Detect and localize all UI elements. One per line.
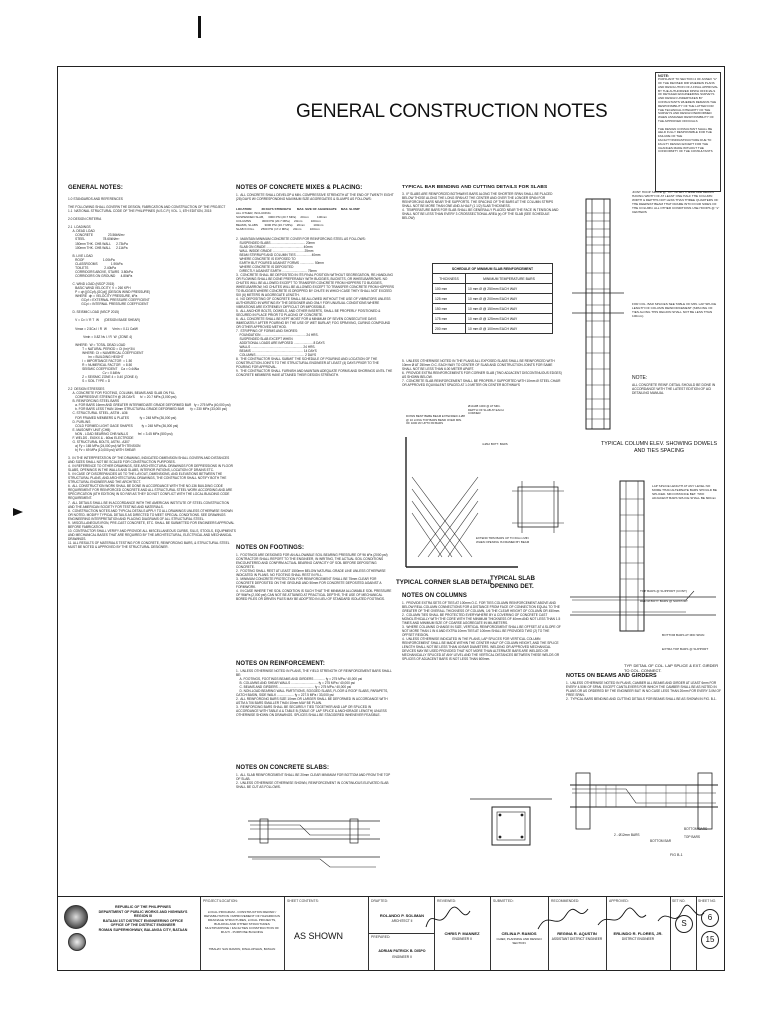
top-note-text: PURSUANT TO SECTION 4 OF ANNEX "A" OF THE REVISED IRR WHEREIN PLANS AND RESOLUTION OF A FINAL APPROVAL BY THE AUTHORIZED DPWH OFFICIALS OF DETAILED ENGINEERING SURVEYS AND DESIGN UNDERTAKEN BY CONSULTANTS WHEREIN REMAINS THE RESPONSIBILITY OF THE LATTER FOR THE TECHNICAL INTEGRITY OF THE SURVEYS AND DESIGN PERFORMED WHEN ASSIGNED RESPONSIBILITY OF THE APPROVED OFFICIALS THE DESIGN CONSULTANT SHALL BE HELD FULLY RESPONSIBLE FOR THE FAILURE OF THE FACILITY/INFRASTRUCTURE DUE TO FAULTY DESIGN EXCEPT FOR THE CHANGES MADE WITHOUT THE CONFORMITY OF THE CONSULTANTS	[658, 77, 718, 154]
general-notes-body: 1.0 STANDARDS AND REFERENCES THE FOLLOWING SHALL GOVERN THE DESIGN, FABRICATION AND CONSTRUCTION OF THE PROJECT 1.1 NATIONAL STRUCTURAL CODE OF THE PHILIPPINES (N.S.C.P.) VOL. 1, 6TH EDITION, 2015 2.0 DESIGN CRITERIA 2.1 LOADINGS A. DEAD LOAD CONCRETE 23.56kN/m³ STEEL 78.60kN/m³ 150mm THK. CHB WALL 2.73kPa 100mm THK. CHB WALL 2.11kPa B. LIVE LOAD ROOF 1.00kPa CLASSROOMS 1.90kPa TOILETS 2.40kPa CORRIDORS ABOVE, STAIRS 3.80kPa CORRIDORS ON GROUND 4.80kPa C. WIND LOAD (NSCP 2015) BASIC WIND VELOCITY, V = 260 KPH P = qh [(GCpf)-(GCpi)] (DESIGN WIND PRESSURE) WHERE qh = VELOCITY PRESSURE, kPa GCpf = EXTERNAL PRESSURE COEFFICIENT GCpi = INTERNAL PRESSURE COEFFICIENT D. SEISMIC LOAD (NSCP 2015) V = Cv I / R T W (DESIGN BASE SHEAR) Vmax = 2.5Ca I / R W Vmin = 0.11 CaIW Vmin = 0.8Z Nv I / R W (ZONE 4) WHERE: W = TOTAL DEAD LOAD T = NATURAL PERIOD = Ct (hn)^3/4 WHERE: Ct = NUMERICAL COEFFICIENT hn = BUILDING HEIGHT I = IMPORTANCE FACTOR = 1.50 R = NUMERICAL FACTOR = 8.50 SEISMIC COEFFICIENT Ca = 0.44Na Cv = 0.64Nv Z = SEISMIC ZONE 4 = 0.40 (ZONE 4) S = SOIL TYPE = D 2.2 DESIGN STRESSES A. CONCRETE FOR FOOTING, COLUMN, BEAMS AND SLAB ON FILL COMPRESSIVE STRENGTH @ 28 DAYS fc' = 20.7 MPa (3,000 psi) B. REINFORCING STEEL BARS a. FOR BARS 16mm AND GREATER INTERMEDIATE GRADE DEFORMED BAR fy = 275 MPa (40,000 psi) b. FOR BARS LESS THAN 16mm STRUCTURAL GRADE DEFORMED BAR fy = 230 MPa (33,000 psi) C. STRUCTURAL STEEL, ASTM - A36 FOR FRAMED MEMBERS & PLATES fy = 248 MPa (36,000 psi) D. PURLINS COLD FORMED LIGHT GAGE SHAPES fy = 248 MPa (36,000 psi) E. MASONRY UNIT (CHB) NON - LOAD BEARING CHB WALLS fm' = 3.45 MPa (500 psi) F. WELDS - E60XX & - 60ksi ELECTRODE G. STRUCTURAL BOLTS, ASTM - A307 a) Fy = 165 MPa (24,000 psi) WITH TENSION b) Fv = 69 MPa (10,000 psi) WITH SHEAR 3. IN THE INTERPRETATION OF THE DRAWING, INDICATED DIMENSION SHALL GOVERN AND DISTANCES AND SIZES SHALL NOT BE SCALED FOR CONSTRUCTION PURPOSES. 4. IN REFERENCE TO OTHER DRAWINGS, SEE ARCHITECTURAL DRAWINGS FOR DEPRESSIONS IN FLOOR SLABS, OPENINGS IN THE WALLS AND SLABS, INTERIOR PATIONS, LOCATION OF DRAINS ETC. 5. IN CASE OF DISCREPANCIES AS TO THE LAYOUT, DIMENSIONS, AND ELEVATIONS BETWEEN THE STRUCTURAL PLANS, AND ARCHITECTURAL DRAWINGS, THE CONTRACTOR SHALL NOTIFY BOTH THE STRUCTURAL ENGINEER AND THE ARCHITECT. 6. ALL CONSTRUCTION WORK SHALL BE DONE IN ACCORDANCE WITH THE NO.136 BUILDING CODE REQUIREMENT FOR REINFORCED CONCRETE AND ALL STRUCTURAL STEEL WORK ACCORDING AND ARE SPECIFICATION (6TH EDITION) IN SO FAR AS THEY DO NOT CONFLICT WITH THE LOCAL BUILDING CODE REQUIREMENT. 7. ALL DETAILS SHALL BE IN ACCORDANCE WITH THE AMERICAN INSTITUTE OF STEEL CONSTRUCTION AND THE AMERICAN SOCIETY FOR TESTING AND MATERIALS. 8. CONSTRUCTION NOTES AND TYPICAL DETAILS APPLY TO ALL DRAWINGS UNLESS OTHERWISE SHOWN OR NOTED. MODIFY TYPICAL DETAILS AS DIRECTED TO MEET SPECIAL CONDITIONS. SEE DRAWINGS ENGINEERING INTERPRETATION AND PLACING DIAGRAMS OF ALL STRUCTURAL STEEL. 9. MISCELLANEOUS IRON, PRE-CAST CONCRETE, ETC. SHALL BE SUBMITTED FOR ENGINEERS APPROVAL BEFORE FABRICATION. 10. CONTRACTOR SHALL VERIFY AND PROVIDE ALL MISCELLANEOUS CURBS, SILLS, STOOLS, EQUIPMENTS AND MECHANICAL BASES THAT ARE REQUIRED BY THE ARCHITECTURAL, ELECTRICAL AND MECHANICAL DRAWINGS. 11. ALL RESULTS OF MATERIALS TESTING FOR CONCRETE, REINFORCING BARS, & STRUCTURAL STEEL MUST BE NOTED & APPROVED BY THE STRUCTURAL DESIGNER.	[68, 197, 236, 550]
sheet-number: 6	[701, 909, 719, 927]
general-notes-heading: GENERAL NOTES:	[68, 185, 123, 191]
submitter-role: CHIEF, PLANNING AND DESIGN SECTION	[496, 937, 542, 945]
schedule-header-thickness: THICKNESS	[433, 274, 466, 284]
schedule-cell: 10 mm Ø @ 250mm EACH WAY	[466, 284, 553, 294]
slab-notes-heading: NOTES ON CONCRETE SLABS:	[236, 765, 330, 771]
project-location: TIBAHAY SAN RAMON, DINALUPIHAN, BATAAN	[208, 947, 276, 951]
reviewer-name: CHRIS P. MANNEZ	[444, 931, 480, 936]
column-elevation-diagram	[568, 193, 632, 443]
beam-label-2-bars: 2 - Ø12mm BARS	[614, 833, 640, 837]
opening-label: TYPICAL SLAB OPENING DET.	[490, 575, 535, 590]
prepared-label: PREPARED:	[371, 935, 391, 939]
concrete-notes-heading: NOTES OF CONCRETE MIXES & PLACING:	[236, 185, 363, 191]
table-row	[433, 294, 553, 304]
red-bars-label: RED Ø BOTT BARS @ SUPPORT	[640, 599, 688, 603]
reinforcement-notes-body: 1. UNLESS OTHERWISE NOTED IN PLANS, THE YIELD STRENGTH OF REINFORCEMENT BARS SHALL BE: A. FOOTINGS, FOOTINGS BEAMS AND GIRDERS ............ fy = 275 MPa / 40,000 psi B. COLUMNS AND SHEAR WALLS .............................. fy = 275 MPa / 40,000 psi C. BEAMS AND GIRDERS ........................................ fy = 275 MPa / 40,000 psi D. NON-LOAD BEARING WALL PARTITIONS, SOGGED SLABS, FLOOR & ROOF SLABS, PARAPETS, CATCH BASIN, SIDE WALK ................... fy = 227.5 MPa / 33,000 psi 2. ALL REINFORCING BARS SIZE 10mm OR LARGER SHALL BE DEFORMED IN ACCORDANCE WITH ASTM A 706 BARS SMALLER THAN 10mm MAY BE PLAIN. 3. REINFORCING BARS SHALL BE SECURELY TIED TOGETHER AND LAP OR SPLICED IN ACCORDANCE WITH TABLE A & TABLE B (TABLE OF LAP SPLICE & ANCHORAGE LENGTH) UNLESS OTHERWISE SHOWN ON DRAWINGS. SPLICES SHALL BE STAGGERED WHENEVER FEASIBLE.	[236, 669, 392, 717]
schedule-cell: 175 mm	[433, 314, 466, 324]
schedule-cell: 100 mm	[433, 284, 466, 294]
agency-name: REPUBLIC OF THE PHILIPPINES DEPARTMENT OF PUBLIC WORKS AND HIGHWAYS REGION III BATAAN 1ST DISTRICT ENGINEERING OFFICE OFFICE OF THE DISTRICT ENGINEER ROMAN SUPERHIGHWAY, BALANGA CITY, BATAAN	[98, 905, 188, 932]
drafted-label: DRAFTED:	[371, 899, 388, 903]
sheet-total: 15	[701, 931, 719, 949]
slab-bending-notes-2	[402, 359, 562, 387]
table-row	[433, 314, 553, 324]
punch-mark	[198, 16, 201, 38]
project-label: PROJECT/LOCATION:	[203, 899, 238, 903]
preparer-role: ENGINEER II	[392, 955, 412, 959]
beam-notes	[566, 673, 722, 701]
schedule-cell: 200 mm	[433, 324, 466, 334]
cutoff-note: DOWN BENT BEBE BEAM EXTENDED 4-Ø8 @ 10 LONG TOP BARS BEND OVER MIN. OF 1000 W/ UPTO 80 BARS	[406, 414, 466, 425]
schedule-cell: 10 mm Ø @ 150mm EACH WAY	[466, 304, 553, 314]
opening-bars-note: 4-Ø12 BOTT. BARS	[482, 442, 508, 446]
beam-label-top-bars: TOP BARS	[684, 835, 701, 839]
column-notes-body: 1. PROVIDE EXTRA SETS OF TIES AT 100mm O.C. FOR TIES COLUMN REINFORCEMENT ABOVE AND BELOW REAL COLUMN CONNECTIONS FOR A DISTANCE FROM FACE OF CONNECTION EQUAL TO THE GREATER OF THE OVERALL THICKNESS OF COLUMN, 1/6 THE CLEAR HEIGHT OF COLUMN OR 450mm. 2. COLUMN TIES SHALL BE PROTECTED EVERYWHERE BY A COVERING OF CONCRETE CAST MONOLITHICALLY WITH THE CORE WITH THE MINIMUM THICKNESS OF 40mm AND NOT LESS THAN 1.5 TIMES AND MINIMUM SIZE OF COARSE AGGREGATE IN MILIMETERS. 3. WHERE COLUMNS CHANGE IN SIZE, VERTICAL REINFORCEMENT SHALL BE OFFSET AT A SLOPE OF NOT MORE THAN 1 IN 6 AND EXTRA 10mm TIES AT 100mm SHALL BE PROVIDED TWO (2) TO THE OFFSET REGION. 4. UNLESS OTHERWISE INDICATED IN THE PLANS, LAP SPLICES FOR VERTICAL COLUMN REINFORCEMENT SHALL BE MADE WITHIN THE CENTER HALF OF COLUMN HEIGHT, AND THE SPLICE LENGTH SHALL NOT BE LESS THAN 40 BAR DIAMETERS. WELDING OR APPROVED MECHANICAL DEVICES MAY BE USED PROVIDED THAT NOT MORE THAN ALTERNATE BARS ARE WELDED OR MECHANICALLY SPLICED AT ANY LEVEL AND THE VERTICAL DISTANCES BETWEEN THESE WELDS OR SPLICES OF ADJACENT BARS IS NOT LESS THAN 600mm.	[402, 601, 561, 661]
reviewed-label: REVIEWED:	[437, 899, 457, 903]
slab-bending-body-2: 5. UNLESS OTHERWISE NOTED IN THE PLANS ALL EXPOSED SLABS SHALL BE REINFORCED WITH 10mm Ø AT 250mm O.C. EACH WAY TO CENTER OF SLAB AND CONSTRUCTION JOINTS FOR SAME SHALL NOT BE LESS THAN 6.00 METER APART. 6. PROVIDE EXTRA REINFORCEMENTS FOR CORNER SLAB (TWO ADJACENT DISCONTINUOUS EDGES) AS SHOWN BELOW. 7. CONCRETE SLAB REINFORCEMENT SHALL BE PROPERLY SUPPORTED WITH 10mm Ø STEEL CHAIR OR APPROVED EQUIVALENT SPACED AT 1.0 METER ON CENTER BOTHWAYS	[402, 359, 562, 387]
table-row	[433, 304, 553, 314]
title-block	[58, 896, 723, 970]
approved-label: APPROVED:	[609, 899, 629, 903]
set-no-label: SET NO.	[672, 899, 686, 903]
set-letter: S	[675, 915, 693, 933]
general-notes	[68, 185, 236, 549]
schedule-title: SCHEDULE OF MINIMUM SLAB REINFORCEMENT	[433, 264, 553, 274]
extra-top-label: EXTRA TOP BARS @ SUPPORT	[662, 647, 709, 651]
reviewer-role: ENGINEER II	[452, 937, 472, 941]
schedule-cell: 10 mm Ø @ 125mm EACH WAY	[466, 314, 553, 324]
region-seal-icon	[68, 933, 86, 951]
drawing-sheet	[57, 66, 725, 971]
top-note-box	[655, 72, 721, 192]
lap-splice-diagram	[568, 479, 718, 639]
submitter-name: CELINA P. RAMOS	[501, 931, 537, 936]
beam-notes-heading: NOTES ON BEAMS AND GIRDERS	[566, 673, 657, 679]
project-name: LOCAL PROGRAM - CONSTRUCTION REPAIR / REHABILITATION / IMPROVEMENT OF HAZARDOUS DRAINAGE STRUCTURES, LOCAL PROJECTS, BUILDING AND OTHER STRUCTURES MULTIPURPOSE / FACILITIES CONSTRUCTION OF MULTI - PURPOSE BUILDING	[204, 910, 281, 934]
corner-slab-label: TYPICAL CORNER SLAB DETAIL	[396, 579, 494, 586]
beam-label-bottom-bar: BOTTOM BAR	[650, 839, 672, 843]
signatures	[418, 901, 718, 935]
reinforcement-notes-heading: NOTES ON REINFORCEMENT:	[236, 661, 325, 667]
submitted-label: SUBMITTED:	[493, 899, 514, 903]
top-bars-cont-label: TOP BARS @ SUPPORT (CONT)	[640, 589, 687, 593]
column-elevation-caption: TYPICAL COLUMN ELEV. SHOWING DOWELS AND TIES SPACING	[600, 441, 718, 454]
page-arrow-icon	[13, 508, 23, 516]
recommended-label: RECOMMENDED:	[551, 899, 580, 903]
schedule-cell: 150 mm	[433, 304, 466, 314]
approver-role: DISTRICT ENGINEER	[621, 937, 655, 941]
column-hoop-note: JOINT HOOP SPACE @ "CH" WHEN THERE ARE BEAMS HAVING WIDTH OF AT LEAST ONE HALF THE COLUMN WIDTH & DEPTHS NOT LESS THAN THREE QUARTERS OF THE DEEPEST BEAM THAT FRAME INTO FOUR SIDES OF THE COLUMN. ALL OTHER CONDITIONS USE HOOPS @ "s" CENTERS	[632, 190, 721, 214]
reinforcement-notes	[236, 661, 394, 717]
concrete-notes-body: 2. MAINTAIN MINIMUM CONCRETE COVER FOR REINFORCING STEEL AS FOLLOWS: SUSPENDED SLABS ...................................... 20mm SLAB ON GRADE ......................................... 40mm WALL INSIDE GRADE ................................... 25mm BEAM STIRRUPS AND COLUMN TIES ................ 40mm WHERE CONCRETE IS EXPOSED TO EARTH BUT POURED AGAINST FORMS ................ 50mm WHERE CONCRETE IS DEPOSITED DIRECTLY AGAINST EARTH ............................ 75mm 3. CONCRETE SHALL BE DEPOSITED IN ITS FINAL POSITION WITHOUT SEGREGATION, RE-HANDLING OR FLOWING SHALL BE DONE PREFERABLY WITH BUGGIES, BUCKETS, OR WHEELBARROWS. NO CHUTES WILL BE ALLOWED EXCEPT TO TRANSFER CONCRETE FROM HOPPERS TO BUGGIES, WHEELBARROW, NO CHUTES WILL BE ALLOWED EXCEPT TO TRANSFER CONCRETE FROM HOPPERS TO BUGGIES WHERE CONCRETE IS DROPPED BY CHUTE IN WHICH CASE THEY SHALL NOT EXCEED SIX (6) METERS IN AGGREGATE LENGTH. 4. NO DEPOSITING OF CONCRETE SHALL BE ALLOWED WITHOUT THE USE OF VIBRATORS UNLESS AUTHORIZED IN WRITING BY THE DESIGNER AND ONLY FOR UNUSUAL CONDITIONS WHERE VIBRATIONS ARE EXTREMELY DIFFICULT OR IMPOSSIBLE. 5. ALL ANCHOR BOLTS, DOWELS, AND OTHER INSERTS, SHALL BE PROPERLY POSITIONED & SECURED IN PLACE PRIOR TO PLACING OF CONCRETE. 6. ALL CONCRETE SHALL BE KEPT MOIST FOR A MINIMUM OF SEVEN CONSECUTIVE DAYS IMMEDIATELY AFTER POURING BY THE USE OF WET BURLAP, FOG SPRAYING, CURING COMPOUND OR OTHER APPROVED METHOD. 7. STRIPPING OF FORMS AND SHORES: FOUNDATION .................................................. 24 HRS. SUSPENDED SLAB EXCEPT WHEN ADDITIONAL LOADS ARE IMPOSED ..................... 8 DAYS WALLS .......................................................... 24 HRS. BEAMS .......................................................... 14 DAYS COLUMNS ...................................................... 2 DAYS 8. THE CONTRACTOR SHALL SUBMIT THE SCHEDULE OF POURING AND LOCATION OF THE CONSTRUCTION JOINTS TO THE STRUCTURAL ENGINEER AT LEAST (4) DAYS PRIOR TO THE POURING FOR APPROVAL. 9. THE CONTRACTOR SHALL FURNISH AND MAINTAIN ADEQUATE FORMS AND SHORINGS UNTIL THE CONCRETE MEMBERS HAVE ATTAINED THEIR DESIGN STRENGTH.	[236, 237, 394, 377]
page-title: GENERAL CONSTRUCTION NOTES	[296, 101, 608, 122]
approver-name: ERLINDO R. FLORES, JR.	[613, 931, 663, 936]
corner-note: Ø10-Ø8 1000 @ AT MID-DEPTH OF SLAB AT EACH CORNER	[468, 404, 505, 415]
slab-schedule	[432, 263, 553, 334]
column-note-label: NOTE:	[632, 375, 648, 381]
lap-splice-note: LAP SPLICE LENGTH AT ANY LEVEL NO MORE THAN ALTERNATE BARS SHOULD BE SPLICED. MIN DISTANCE BET. TWO ADJACENT BARS SPLICE SHALL BE 600mm	[652, 484, 718, 500]
footing-notes	[236, 545, 394, 601]
trim-note: EXTEND TRIM BARS UP TO 60mm MIN WHEN OPENING IS FRAMED BY BEAM	[476, 536, 530, 544]
column-notes-heading: NOTES ON COLUMNS	[402, 593, 467, 599]
slab-notes	[236, 765, 394, 789]
beam-bar-diagram	[566, 767, 722, 877]
typ-detail-caption: TYP. DETAIL OF COL. LAP SPLICE & EXT. GIRDER TO COL. CONNECT.	[624, 663, 719, 673]
column-section-diagram	[466, 779, 556, 859]
drafter-role: ARCHITECT II	[391, 919, 413, 923]
preparer-name: ADRIAN PATRICK B. DISPO	[378, 949, 426, 953]
slab-bending-notes	[402, 185, 562, 220]
scale-text: AS SHOWN	[294, 931, 344, 941]
slab-bending-heading: TYPICAL BAR BENDING AND CUTTING DETAILS FOR SLABS	[402, 185, 548, 190]
footing-notes-body: 1. FOOTINGS ARE DESIGNED FOR AN ALLOWABLE SOIL BEARING PRESSURE OF 96 kPa (2000 psf) CONTRACTOR SHALL REPORT TO THE ENGINEER, IN WRITING, THE ACTUAL SOIL CONDITIONS ENCOUNTERED AND CONFIRM ACTUAL BEARING CAPACITY OF SOIL BEFORE DEPOSITING CONCRETE. 2. FOOTING SHALL REST AT LEAST 1500mm BELOW NATURAL GRADE LINE UNLESS OTHERWISE INDICATED IN PLANS. NO FOOTING SHALL REST IN FILL. 3. MINIMUM CONCRETE PROTECTION FOR REINFORCEMENT SHALL BE 75mm CLEAR FOR CONCRETE DEPOSITED ON THE GROUND AND 50mm FOR CONCRETE DEPOSITED AGAINST A FORMWORK. 4. IN CASE WHERE THE SOIL CONDITION IS SUCH THAT THE MINIMUM ALLOWABLE SOIL PRESSURE OF 96kPa (2,000 psf) CAN NOT BE ATTAINED AT PRACTICAL DEPTHS, THE USE OF MECHANICAL BORED PILES OR DRIVEN PILES MAY BE ADOPTED IN LIEU OF STANDARD ISOLATED FOOTINGS.	[236, 553, 392, 601]
schedule-cell: 10 mm Ø @ 200mm EACH WAY	[466, 294, 553, 304]
column-aci-note: ALL CONCRETE REINF. DETAIL SHOULD BE DONE IN ACCORDANCE WITH THE LATEST EDITION OF ACI DETAILING MANUAL	[632, 383, 716, 395]
table-row	[433, 284, 553, 294]
concrete-notes	[236, 185, 394, 377]
beam-notes-body: 1. UNLESS OTHERWISE NOTED IN PLANS, CAMBER ALL BEAMS AND GIRDER AT LEAST 6mm FOR EVERY 4.50M OF SPAN. EXCEPT CANTILEVERS FOR WHICH THE CAMBER SHALL BE AS NOTED IN PLANS OR AS ORDERED BY THE ENGINEER BUT IN NO CASE LESS THAN 20mm FOR EVERY 3.0M OF FREE SPAN. 2. TYPICAL BARS BENDING AND CUTTING DETAILS FOR BEAMS SHALL BE AS SHOWN IN FIG. B-1.	[566, 681, 721, 701]
concrete-table-header: LOCATION 28 DAYS STRENGTH MAX. SIZE OF AGGREGATE MAX. SLUMP	[236, 207, 360, 211]
column-notes	[402, 593, 562, 661]
drafter-name: ROLANDO P. SOLIMAN	[379, 913, 425, 918]
slab-bending-body: 3. IF SLABS ARE REINFORCED BOTHWAYS BARS ALONG THE SHORTER SPAN SHALL BE PLACED BELOW THOSE ALONG THE LONG SPAN AT THE CENTER AND OVER THE LONGER SPAN FOR REINFORCING BARS NEAR THE SUPPORTS. THE SPACING OF THE BARS AT THE COLUMN STRIPS SHALL NOT BE MORE THAN ONE AND A HALF (1 1/2) SLAB THICKNESS. 4. TEMPERATURE BARS FOR SLAB SHALL BE GENERALLY PLACED NEAR THE FACE IN TENSION AND SHALL NOT BE LESS THAN EVERY 3 CROSSSECTIONAL AREA (s) OF THE SLAB (SEE SCHEDULE BELOW)	[402, 192, 559, 220]
bottom-bars-label: BOTTOM BARS AT MID SPAN	[662, 633, 705, 637]
slab-bar-cutting-diagram	[240, 809, 390, 873]
schedule-header-bars: MINIMUM TEMPERATURE BARS	[466, 274, 553, 284]
recommender-role: ASSISTANT DISTRICT ENGINEER	[551, 937, 603, 941]
schedule-cell: 125 mm	[433, 294, 466, 304]
concrete-table-rows: ALL OTHER, INCLUDING SUSPENDED SLAB, 3000 PSI (20.7 MPa) 20mm 100mm COLUMNS 3000 PSI (20.7 MPa) 20mm 100mm BEAMS, SLABS 3000 PSI (20.7 MPa) 20mm 100mm SLAB IN FILL 2500 PSI (17.2 MPa) 20mm 100mm	[236, 211, 328, 231]
sheet-no-label: SHEET NO.	[698, 899, 717, 903]
table-row	[433, 324, 553, 334]
concrete-notes-intro: 1. ALL CONCRETE SHALL DEVELOP A MIN. COMPRESSIVE STRENGTH AT THE END OF TWENTY EIGHT (28) DAYS W/ CORRESPONDING MAXIMUM SIZE AGGREGATES & SLUMPS AS FOLLOWS:	[236, 193, 395, 201]
recommender-name: REGINA R. AQUSTIN	[557, 931, 597, 936]
schedule-cell: 10 mm Ø @ 100mm EACH WAY	[466, 324, 553, 334]
beam-label-bottom-bars: BOTTOM BARS	[684, 827, 708, 831]
sheet-contents-label: SHEET CONTENTS:	[287, 899, 319, 903]
slab-notes-body: 1. ALL SLAB REINFORCEMENT SHALL BE 20mm CLEAR MINIMUM FOR BOTTOM AND FROM THE TOP OF SLAB. 2. UNLESS OTHERWISE OTHERWISE SHOWN, REINFORCEMENT IN CONTINUOUS ELEVATED SLAB SHALL BE CUT AS FOLLOWS.	[236, 773, 391, 789]
column-splice-note: FOR COL. BAR SPLICES SEE TABLE OF MIN. LAP SPLICE LENGTH OF COLUMN REINFORCEMENT (SPACING OF TIES ALONG THIS REGION SHALL NOT BE LESS THAN 100mm)	[632, 302, 718, 318]
fig-b1-label: FIG B-1	[670, 853, 683, 857]
footing-notes-heading: NOTES ON FOOTINGS:	[236, 545, 305, 551]
dpwh-seal-icon	[64, 905, 88, 929]
top-note-label: NOTE:	[658, 74, 670, 78]
